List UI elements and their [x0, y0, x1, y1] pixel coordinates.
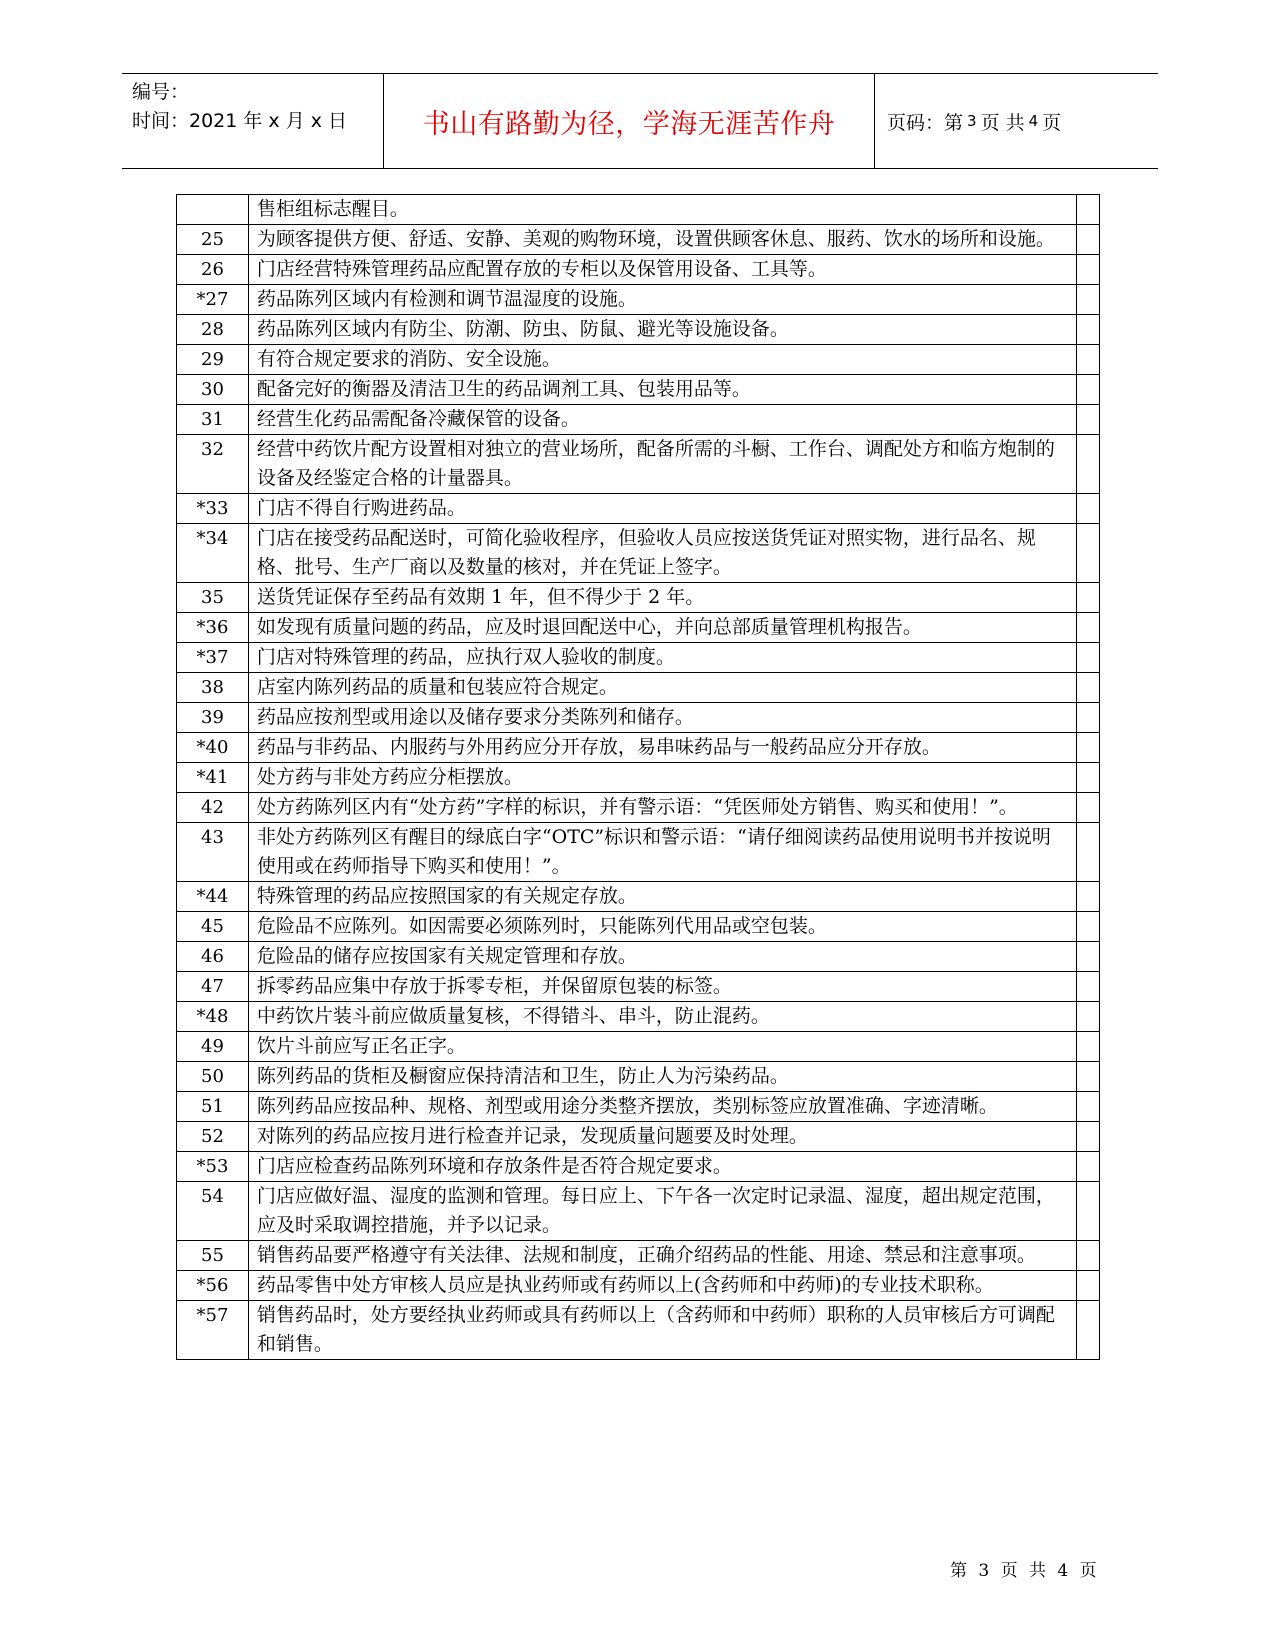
document-time-label: 时间：2021 年 x 月 x 日 — [132, 110, 348, 132]
item-number: 54 — [177, 1182, 249, 1241]
item-number: 29 — [177, 345, 249, 375]
item-result-cell — [1076, 942, 1099, 972]
page-suffix: 页 — [1042, 111, 1062, 134]
item-number: *57 — [177, 1301, 249, 1360]
item-text: 送货凭证保存至药品有效期 1 年，但不得少于 2 年。 — [248, 583, 1076, 613]
item-text: 门店在接受药品配送时，可简化验收程序，但验收人员应按送货凭证对照实物，进行品名、规格、批号、生产厂商以及数量的核对，并在凭证上签字。 — [248, 524, 1076, 583]
item-text: 陈列药品应按品种、规格、剂型或用途分类整齐摆放，类别标签应放置准确、字迹清晰。 — [248, 1092, 1076, 1122]
table-row — [177, 703, 1100, 733]
item-result-cell — [1076, 703, 1099, 733]
table-row — [177, 972, 1100, 1002]
item-text: 经营生化药品需配备冷藏保管的设备。 — [248, 405, 1076, 435]
table-row — [177, 613, 1100, 643]
table-row — [177, 1241, 1100, 1271]
item-text: 销售药品时，处方要经执业药师或具有药师以上（含药师和中药师）职称的人员审核后方可调配和销售。 — [248, 1301, 1076, 1360]
item-text: 门店经营特殊管理药品应配置存放的专柜以及保管用设备、工具等。 — [248, 255, 1076, 285]
item-number: *41 — [177, 763, 249, 793]
item-text: 药品与非药品、内服药与外用药应分开存放，易串味药品与一般药品应分开存放。 — [248, 733, 1076, 763]
item-number: *40 — [177, 733, 249, 763]
item-result-cell — [1076, 583, 1099, 613]
item-number: 39 — [177, 703, 249, 733]
item-text: 陈列药品的货柜及橱窗应保持清洁和卫生，防止人为污染药品。 — [248, 1062, 1076, 1092]
item-number: *33 — [177, 494, 249, 524]
item-result-cell — [1076, 972, 1099, 1002]
table-row — [177, 1152, 1100, 1182]
table-row — [177, 1032, 1100, 1062]
page-prefix: 页码：第 — [887, 111, 964, 134]
item-result-cell — [1076, 823, 1099, 882]
item-number: 30 — [177, 375, 249, 405]
item-result-cell — [1076, 733, 1099, 763]
table-row — [177, 733, 1100, 763]
item-text: 饮片斗前应写正名正字。 — [248, 1032, 1076, 1062]
page-mid: 页 共 — [980, 111, 1025, 134]
item-result-cell — [1076, 524, 1099, 583]
page-footer: 第 3 页 共 4 页 — [950, 1561, 1097, 1581]
checklist-body — [177, 195, 1100, 1360]
item-result-cell — [1076, 1182, 1099, 1241]
table-row — [177, 255, 1100, 285]
table-row — [177, 195, 1100, 225]
page-header — [122, 73, 1158, 169]
item-number: 32 — [177, 435, 249, 494]
item-text: 配备完好的衡器及清洁卫生的药品调剂工具、包装用品等。 — [248, 375, 1076, 405]
table-row — [177, 643, 1100, 673]
table-row — [177, 315, 1100, 345]
item-result-cell — [1076, 882, 1099, 912]
item-number: 49 — [177, 1032, 249, 1062]
item-result-cell — [1076, 315, 1099, 345]
item-number: *56 — [177, 1271, 249, 1301]
table-row — [177, 1122, 1100, 1152]
item-result-cell — [1076, 1271, 1099, 1301]
item-text: 经营中药饮片配方设置相对独立的营业场所，配备所需的斗橱、工作台、调配处方和临方炮制的设备及经鉴定合格的计量器具。 — [248, 435, 1076, 494]
item-result-cell — [1076, 494, 1099, 524]
item-result-cell — [1076, 435, 1099, 494]
table-row — [177, 673, 1100, 703]
item-number: *44 — [177, 882, 249, 912]
table-row — [177, 793, 1100, 823]
table-row — [177, 1301, 1100, 1360]
item-number: 31 — [177, 405, 249, 435]
item-text: 销售药品要严格遵守有关法律、法规和制度，正确介绍药品的性能、用途、禁忌和注意事项。 — [248, 1241, 1076, 1271]
table-row — [177, 1092, 1100, 1122]
item-number: 28 — [177, 315, 249, 345]
item-text: 对陈列的药品应按月进行检查并记录，发现质量问题要及时处理。 — [248, 1122, 1076, 1152]
table-row — [177, 583, 1100, 613]
item-number: *48 — [177, 1002, 249, 1032]
item-number: 35 — [177, 583, 249, 613]
item-number: 47 — [177, 972, 249, 1002]
item-result-cell — [1076, 673, 1099, 703]
table-row — [177, 1062, 1100, 1092]
item-text: 门店不得自行购进药品。 — [248, 494, 1076, 524]
item-number: 50 — [177, 1062, 249, 1092]
item-result-cell — [1076, 405, 1099, 435]
item-text: 拆零药品应集中存放于拆零专柜，并保留原包装的标签。 — [248, 972, 1076, 1002]
item-text: 有符合规定要求的消防、安全设施。 — [248, 345, 1076, 375]
item-result-cell — [1076, 345, 1099, 375]
item-text: 为顾客提供方便、舒适、安静、美观的购物环境，设置供顾客休息、服药、饮水的场所和设施。 — [248, 225, 1076, 255]
item-text: 门店应做好温、湿度的监测和管理。每日应上、下午各一次定时记录温、湿度，超出规定范围，应及时采取调控措施，并予以记录。 — [248, 1182, 1076, 1241]
header-page-number — [875, 74, 1158, 168]
item-text: 药品零售中处方审核人员应是执业药师或有药师以上(含药师和中药师)的专业技术职称。 — [248, 1271, 1076, 1301]
table-row — [177, 823, 1100, 882]
item-number: 45 — [177, 912, 249, 942]
item-number: 55 — [177, 1241, 249, 1271]
item-result-cell — [1076, 1241, 1099, 1271]
header-meta — [122, 74, 384, 168]
item-number: *36 — [177, 613, 249, 643]
item-text: 门店应检查药品陈列环境和存放条件是否符合规定要求。 — [248, 1152, 1076, 1182]
item-number: 38 — [177, 673, 249, 703]
item-result-cell — [1076, 1032, 1099, 1062]
table-row — [177, 1271, 1100, 1301]
item-number: 42 — [177, 793, 249, 823]
table-row — [177, 1002, 1100, 1032]
item-number: *53 — [177, 1152, 249, 1182]
item-text: 门店对特殊管理的药品，应执行双人验收的制度。 — [248, 643, 1076, 673]
item-result-cell — [1076, 1152, 1099, 1182]
item-number: 43 — [177, 823, 249, 882]
checklist-table — [176, 194, 1100, 1360]
item-number: *34 — [177, 524, 249, 583]
item-result-cell — [1076, 1092, 1099, 1122]
table-row — [177, 435, 1100, 494]
page-current: 3 — [967, 112, 977, 130]
item-result-cell — [1076, 255, 1099, 285]
item-result-cell — [1076, 1122, 1099, 1152]
item-text: 危险品的储存应按国家有关规定管理和存放。 — [248, 942, 1076, 972]
table-row — [177, 912, 1100, 942]
item-result-cell — [1076, 912, 1099, 942]
item-number: 26 — [177, 255, 249, 285]
item-text: 危险品不应陈列。如因需要必须陈列时，只能陈列代用品或空包装。 — [248, 912, 1076, 942]
item-text: 药品应按剂型或用途以及储存要求分类陈列和储存。 — [248, 703, 1076, 733]
item-number: *37 — [177, 643, 249, 673]
item-number: 52 — [177, 1122, 249, 1152]
item-result-cell — [1076, 285, 1099, 315]
item-result-cell — [1076, 643, 1099, 673]
item-number: 46 — [177, 942, 249, 972]
document-number-label: 编号： — [132, 81, 190, 103]
item-result-cell — [1076, 763, 1099, 793]
item-text: 售柜组标志醒目。 — [248, 195, 1076, 225]
item-result-cell — [1076, 1301, 1099, 1360]
item-number: *27 — [177, 285, 249, 315]
table-row — [177, 882, 1100, 912]
item-text: 特殊管理的药品应按照国家的有关规定存放。 — [248, 882, 1076, 912]
item-number: 51 — [177, 1092, 249, 1122]
table-row — [177, 494, 1100, 524]
item-number — [177, 195, 249, 225]
table-row — [177, 1182, 1100, 1241]
item-text: 如发现有质量问题的药品，应及时退回配送中心，并向总部质量管理机构报告。 — [248, 613, 1076, 643]
item-text: 药品陈列区域内有防尘、防潮、防虫、防鼠、避光等设施设备。 — [248, 315, 1076, 345]
table-row — [177, 405, 1100, 435]
item-text: 处方药与非处方药应分柜摆放。 — [248, 763, 1076, 793]
table-row — [177, 942, 1100, 972]
item-text: 中药饮片装斗前应做质量复核，不得错斗、串斗，防止混药。 — [248, 1002, 1076, 1032]
table-row — [177, 763, 1100, 793]
item-text: 处方药陈列区内有“处方药”字样的标识，并有警示语：“凭医师处方销售、购买和使用！”。 — [248, 793, 1076, 823]
item-result-cell — [1076, 1002, 1099, 1032]
item-result-cell — [1076, 1062, 1099, 1092]
item-result-cell — [1076, 225, 1099, 255]
table-row — [177, 375, 1100, 405]
item-result-cell — [1076, 195, 1099, 225]
item-result-cell — [1076, 793, 1099, 823]
table-row — [177, 345, 1100, 375]
item-number: 25 — [177, 225, 249, 255]
item-result-cell — [1076, 375, 1099, 405]
item-text: 药品陈列区域内有检测和调节温湿度的设施。 — [248, 285, 1076, 315]
item-text: 店室内陈列药品的质量和包装应符合规定。 — [248, 673, 1076, 703]
page-total: 4 — [1028, 112, 1039, 130]
table-row — [177, 285, 1100, 315]
header-motto: 书山有路勤为径，学海无涯苦作舟 — [384, 74, 875, 168]
table-row — [177, 225, 1100, 255]
item-text: 非处方药陈列区有醒目的绿底白字“OTC”标识和警示语：“请仔细阅读药品使用说明书并按说明使用或在药师指导下购买和使用！”。 — [248, 823, 1076, 882]
table-row — [177, 524, 1100, 583]
item-result-cell — [1076, 613, 1099, 643]
